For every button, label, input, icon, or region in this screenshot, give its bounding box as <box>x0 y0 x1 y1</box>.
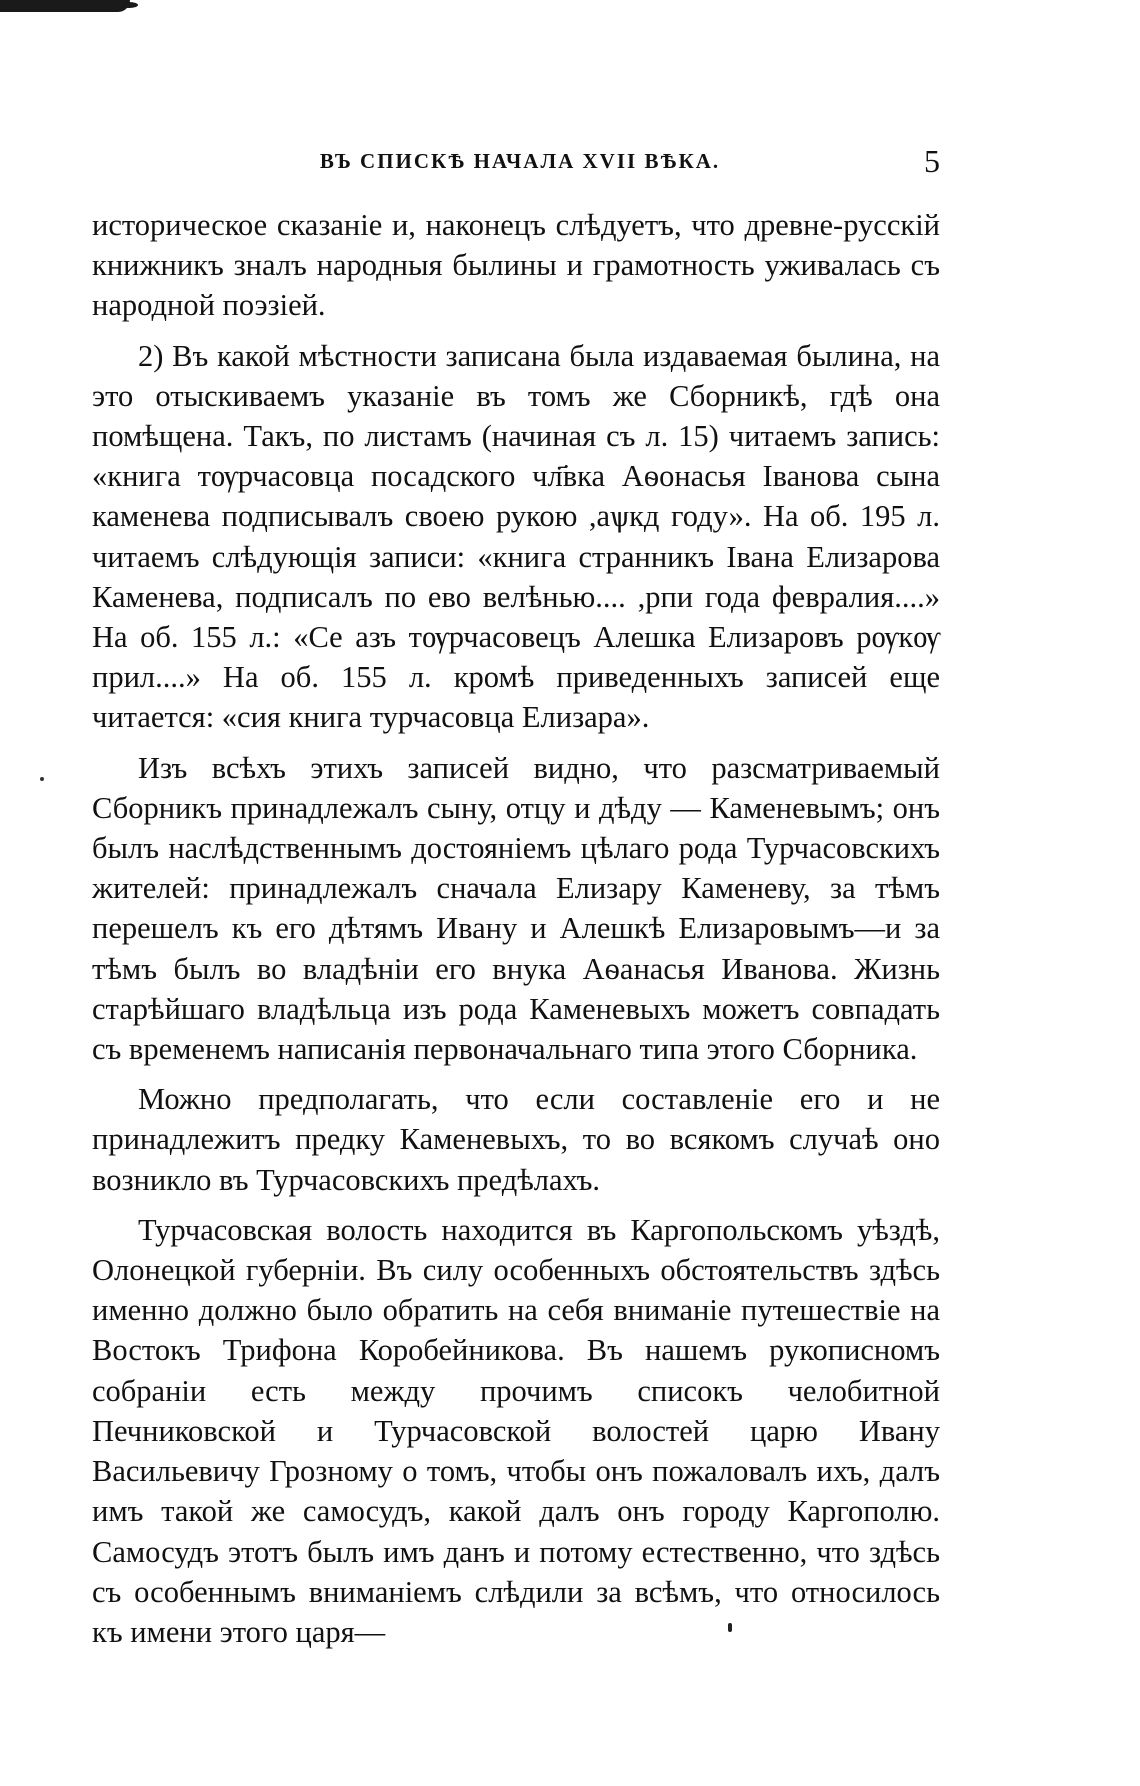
page-header <box>100 143 940 183</box>
paragraph-5-turchasovo: Турчасовская волость находится въ Каргопольскомъ уѣздѣ, Олонецкой губерніи. Въ силу особенныхъ обстоятельствъ здѣсь именно должно было обратить на себя вниманіе путешествіе на Востокъ Трифона Коробейникова. Въ нашемъ рукописномъ собраніи есть между прочимъ списокъ челобитной Печниковской и Турчасовской волостей царю Ивану Васильевичу Грозному о томъ, чтобы онъ пожаловалъ ихъ, далъ имъ такой же самосудъ, какой далъ онъ городу Каргополю. Самосудъ этотъ былъ имъ данъ и потому естественно, что здѣсь съ особеннымъ вниманіемъ слѣдили за всѣмъ, что относилось къ имени этого царя— <box>92 1212 940 1649</box>
ink-speck-bottom <box>728 1623 732 1632</box>
paragraph-3-ownership: Изъ всѣхъ этихъ записей видно, что разсматриваемый Сборникъ принадлежалъ сыну, отцу и дѣду — Каменевымъ; онъ былъ наслѣдственнымъ достояніемъ цѣлаго рода Турчасовскихъ жителей: принадлежалъ сначала Елизару Каменеву, за тѣмъ перешелъ къ его дѣтямъ Ивану и Алешкѣ Елизаровымъ—и за тѣмъ былъ во владѣніи его внука Аѳанасья Иванова. Жизнь старѣйшаго владѣльца изъ рода Каменевыхъ можетъ совпадать съ временемъ написанія первоначальнаго типа этого Сборника. <box>92 750 940 1067</box>
body-text <box>92 205 940 1662</box>
paragraph-4-origin: Можно предполагать, что если составленіе его и не принадлежитъ предку Каменевыхъ, то во всякомъ случаѣ оно возникло въ Турчасовскихъ предѣлахъ. <box>92 1082 940 1197</box>
running-title: ВЪ СПИСКѢ НАЧАЛА XVII ВѢКА. <box>319 149 721 173</box>
scan-edge-mark-tail <box>120 2 138 8</box>
page-number: 5 <box>924 143 940 179</box>
scan-edge-mark <box>0 0 130 12</box>
ink-speck <box>40 777 44 781</box>
paragraph-2-location: 2) Въ какой мѣстности записана была издаваемая былина, на это отыскиваемъ указаніе въ томъ же Сборникѣ, гдѣ она помѣщена. Такъ, по листамъ (начиная съ л. 15) читаемъ запись: «книга тѹрчасовца посадского чл҃вка Аѳонасья Іванова сына каменева подписывалъ своею рукою ,аѱкд году». На об. 195 л. читаемъ слѣдующія записи: «книга странникъ Івана Елизарова Каменева, подписалъ по ево велѣнью.... ,рпи года февралия....» На об. 155 л.: «Се азъ тѹрчасовецъ Алешка Елизаровъ рѹкѹ прил....» На об. 155 л. кромѣ приведенныхъ записей еще читается: «сия книга турчасовца Елизара». <box>92 338 940 735</box>
paragraph-continuation: историческое сказаніе и, наконецъ слѣдуетъ, что древне-русскій книжникъ зналъ народныя былины и грамотность уживалась съ народной поэзіей. <box>92 208 940 323</box>
